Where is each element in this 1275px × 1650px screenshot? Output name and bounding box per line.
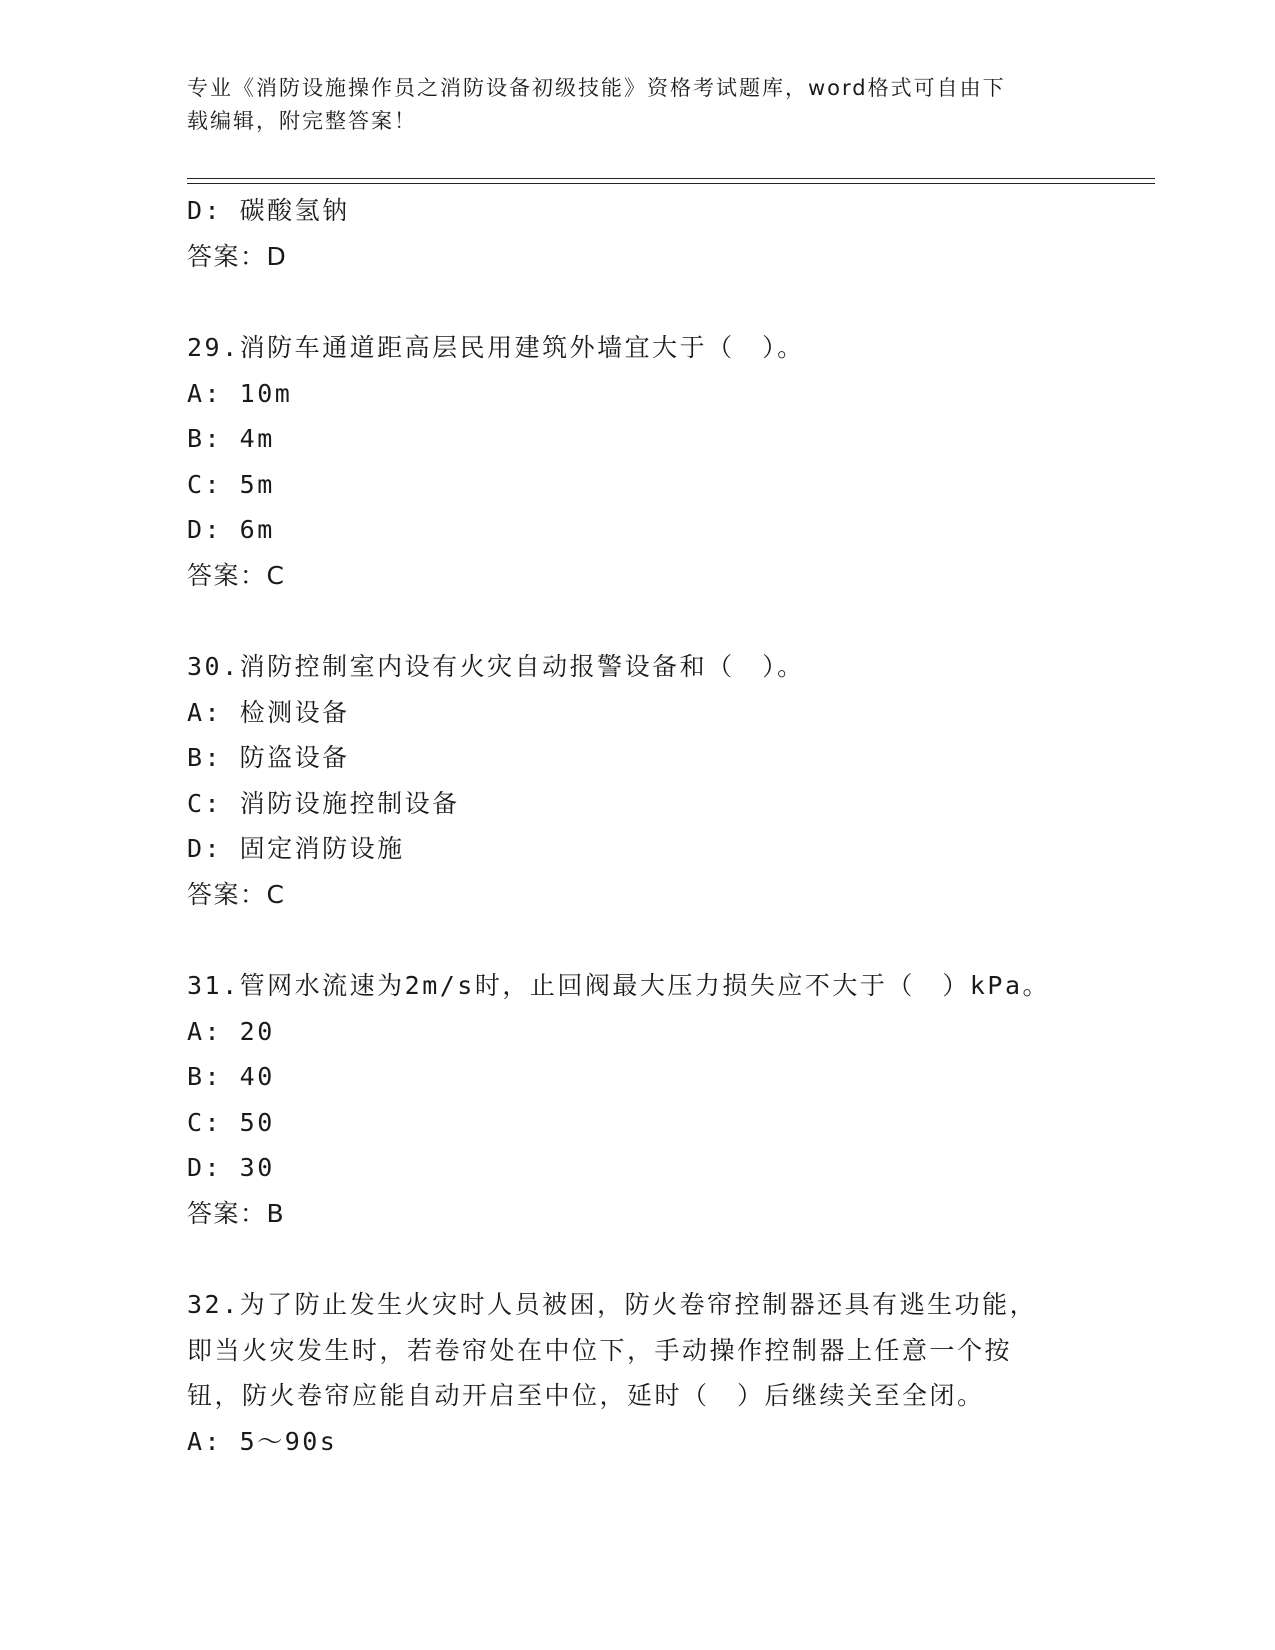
- question-stem: 29.消防车通道距高层民用建筑外墙宜大于（ ）。: [187, 333, 805, 362]
- answer-line: 答案：B: [187, 1198, 286, 1228]
- option-c: C: 消防设施控制设备: [187, 788, 460, 818]
- question-30: [187, 644, 1087, 917]
- option-a: A: 检测设备: [187, 697, 350, 727]
- question-stem-line-2: 即当火灾发生时，若卷帘处在中位下，手动操作控制器上任意一个按: [187, 1335, 1013, 1365]
- previous-question-tail: [187, 188, 1087, 279]
- header-rule-bottom: [187, 183, 1155, 184]
- option-a: A: 10m: [187, 378, 293, 408]
- option-a: A: 20: [187, 1016, 275, 1046]
- question-stem: 30.消防控制室内设有火灾自动报警设备和（ ）。: [187, 652, 805, 681]
- question-29: [187, 325, 1087, 598]
- option-b: B: 40: [187, 1062, 275, 1091]
- answer-line: 答案：C: [187, 879, 286, 909]
- spacer: [187, 917, 1087, 963]
- header-rule-top: [187, 178, 1155, 179]
- answer-line: 答案：C: [187, 560, 286, 590]
- question-stem-line-1: 32.为了防止发生火灾时人员被困，防火卷帘控制器还具有逃生功能，: [187, 1290, 1038, 1319]
- question-stem: 31.管网水流速为2m/s时，止回阀最大压力损失应不大于（ ）kPa。: [187, 971, 1051, 1000]
- header-line-1: 专业《消防设施操作员之消防设备初级技能》资格考试题库，word格式可自由下: [187, 76, 1006, 100]
- answer-line: 答案：D: [187, 241, 288, 271]
- option-d: D: 固定消防设施: [187, 834, 405, 863]
- option-b: B: 4m: [187, 424, 275, 453]
- document-header: [187, 72, 1067, 138]
- question-list: [187, 188, 1087, 1464]
- option-c: C: 50: [187, 1107, 275, 1137]
- question-31: [187, 963, 1087, 1236]
- option-d: D: 6m: [187, 515, 275, 544]
- option-d: D: 30: [187, 1153, 275, 1182]
- option-d: D: 碳酸氢钠: [187, 196, 350, 225]
- option-b: B: 防盗设备: [187, 743, 350, 772]
- header-line-2: 载编辑，附完整答案！: [187, 109, 417, 133]
- option-a: A: 5～90s: [187, 1426, 338, 1456]
- question-stem-line-3: 钮，防火卷帘应能自动开启至中位，延时（ ）后继续关至全闭。: [187, 1381, 985, 1410]
- option-c: C: 5m: [187, 469, 275, 499]
- spacer: [187, 598, 1087, 644]
- spacer: [187, 279, 1087, 325]
- spacer: [187, 1236, 1087, 1282]
- question-32: [187, 1282, 1087, 1464]
